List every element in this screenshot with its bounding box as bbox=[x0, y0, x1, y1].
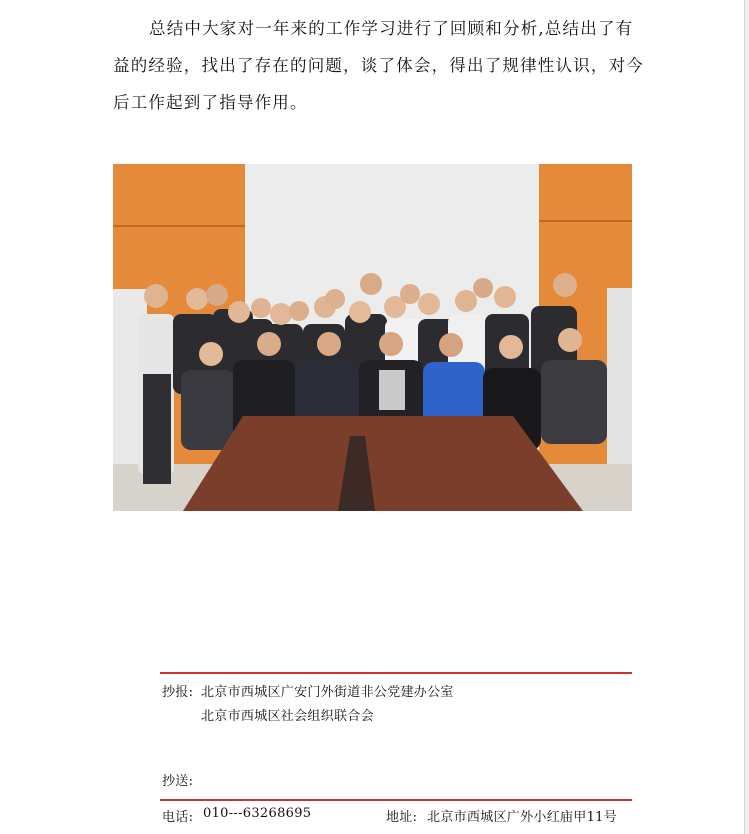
paragraph-line-1: 总结中大家对一年来的工作学习进行了回顾和分析,总结出了有 bbox=[149, 19, 634, 38]
summary-paragraph bbox=[113, 10, 643, 121]
address-label: 地址: bbox=[386, 810, 418, 825]
footer-bottom-rule bbox=[160, 799, 632, 801]
phone-number: 010---63268695 bbox=[203, 806, 312, 821]
group-photo-image bbox=[113, 164, 632, 511]
paragraph-line-3: 后工作起到了指导作用。 bbox=[113, 93, 308, 112]
group-photo bbox=[113, 164, 632, 511]
cc-report-recipient-2: 北京市西城区社会组织联合会 bbox=[201, 709, 374, 724]
conference-table bbox=[183, 416, 583, 511]
cc-send-label: 抄送: bbox=[162, 774, 194, 789]
cc-report-label: 抄报: bbox=[162, 685, 194, 700]
phone-label: 电话: bbox=[162, 810, 194, 825]
footer-top-rule bbox=[160, 672, 632, 674]
cc-report-recipient-1: 北京市西城区广安门外街道非公党建办公室 bbox=[201, 685, 454, 700]
address-text: 北京市西城区广外小红庙甲11号 bbox=[427, 810, 618, 825]
paragraph-line-2: 益的经验，找出了存在的问题，谈了体会，得出了规律性认识，对今 bbox=[113, 56, 644, 75]
